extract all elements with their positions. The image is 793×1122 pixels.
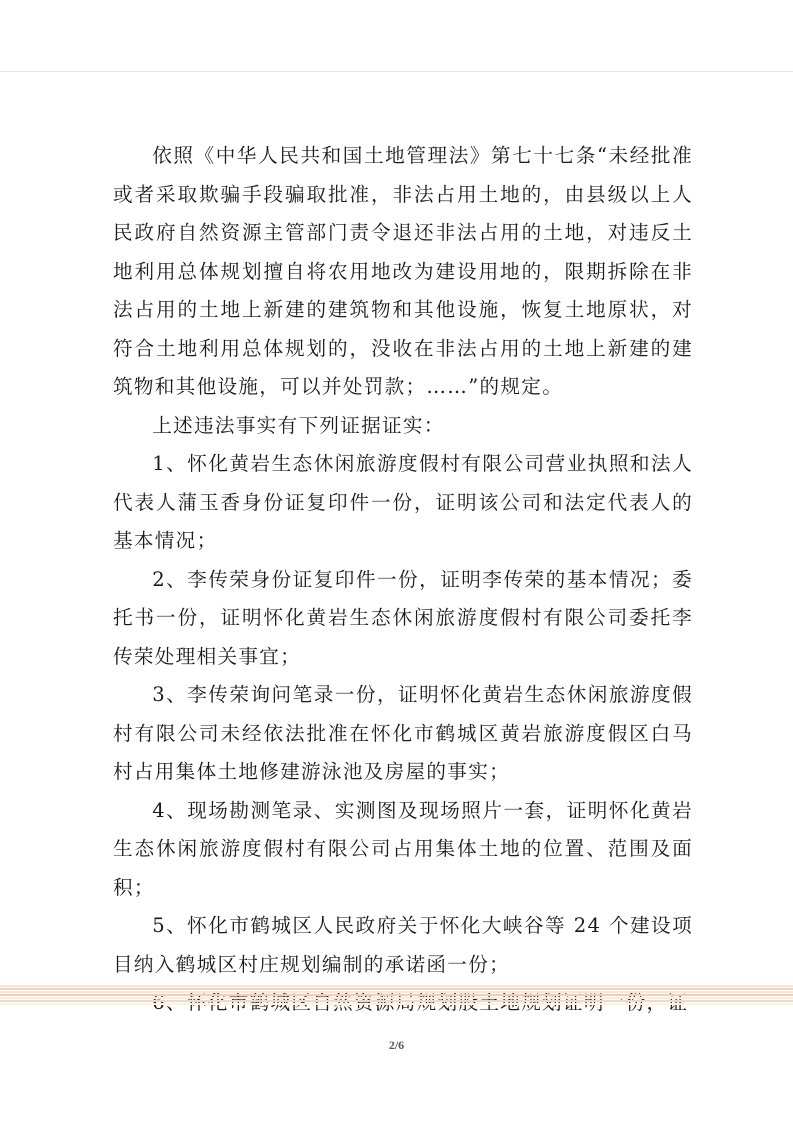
stripe-line <box>0 997 793 999</box>
header-rule <box>0 71 793 72</box>
paragraph-evidence-intro: 上述违法事实有下列证据证实： <box>152 413 445 437</box>
paragraph-evidence-1: 1、怀化黄岩生态休闲旅游度假村有限公司营业执照和法人代表人蒲玉香身份证复印件一份，证明该公司和法定代表人的基本情况； <box>113 452 693 552</box>
stripe-line <box>0 1000 793 1002</box>
stripe-line <box>0 985 793 987</box>
stripe-line <box>0 988 793 990</box>
decorative-stripe-band <box>0 985 793 1007</box>
paragraph-evidence-5: 5、怀化市鹤城区人民政府关于怀化大峡谷等 24 个建设项目纳入鹤城区村庄规划编制的承诺函一份； <box>113 914 693 976</box>
paragraph-evidence-2: 2、李传荣身份证复印件一份，证明李传荣的基本情况；委托书一份，证明怀化黄岩生态休闲旅游度假村有限公司委托李传荣处理相关事宜； <box>113 567 693 668</box>
page-number: 2/6 <box>388 1038 405 1052</box>
stripe-line <box>0 1003 793 1005</box>
document-body <box>113 137 693 1023</box>
stripe-line <box>0 994 793 996</box>
stripe-line <box>0 991 793 993</box>
paragraph-evidence-4: 4、现场勘测笔录、实测图及现场照片一套，证明怀化黄岩生态休闲旅游度假村有限公司占用集体土地的位置、范围及面积； <box>113 798 693 899</box>
paragraph-evidence-3: 3、李传荣询问笔录一份，证明怀化黄岩生态休闲旅游度假村有限公司未经依法批准在怀化市鹤城区黄岩旅游度假区白马村占用集体土地修建游泳池及房屋的事实； <box>113 683 693 783</box>
paragraph-legal-basis: 依照《中华人民共和国土地管理法》第七十七条“未经批准或者采取欺骗手段骗取批准，非法占用土地的，由县级以上人民政府自然资源主管部门责令退还非法占用的土地，对违反土地利用总体规划擅自将农用地改为建设用地的，限期拆除在非法占用的土地上新建的建筑物和其他设施，恢复土地原状，对符合土地利用总体规划的，没收在非法占用的土地上新建的建筑物和其他设施，可以并处罚款；……”的规定。 <box>113 144 693 398</box>
